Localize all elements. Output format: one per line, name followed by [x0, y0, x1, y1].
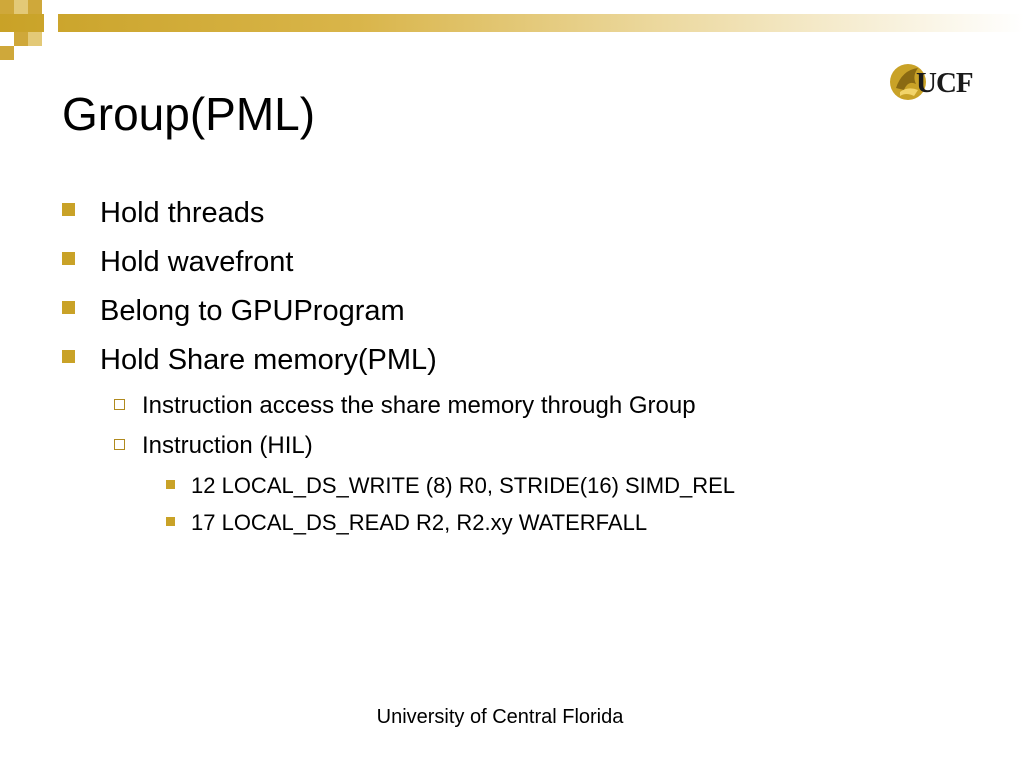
bullet-item — [62, 246, 293, 279]
square-bullet-icon — [62, 203, 75, 216]
bullet-text: Hold threads — [100, 197, 265, 229]
hollow-square-bullet-icon — [114, 439, 125, 450]
bullet-text: Belong to GPUProgram — [100, 295, 405, 327]
slide-title: Group(PML) — [62, 88, 316, 140]
square-bullet-icon — [62, 252, 75, 265]
sub-sub-bullet-text: 17 LOCAL_DS_READ R2, R2.xy WATERFALL — [191, 510, 648, 535]
bullet-text: Hold wavefront — [100, 246, 294, 278]
small-square-bullet-icon — [166, 517, 175, 526]
bullet-item — [62, 197, 264, 230]
sub-sub-bullet-item — [166, 473, 735, 499]
hollow-square-bullet-icon — [114, 399, 125, 410]
sub-sub-bullet-text: 12 LOCAL_DS_WRITE (8) R0, STRIDE(16) SIMD_REL — [191, 473, 736, 498]
sub-bullet-item — [114, 432, 313, 460]
bullet-text: Hold Share memory(PML) — [100, 344, 437, 376]
sub-bullet-item — [114, 392, 696, 420]
bullet-item — [62, 344, 437, 377]
bullet-item — [62, 295, 405, 328]
square-bullet-icon — [62, 350, 75, 363]
slide-footer: University of Central Florida — [376, 706, 624, 728]
small-square-bullet-icon — [166, 480, 175, 489]
logo-text: UCF — [916, 67, 973, 99]
sub-sub-bullet-item — [166, 510, 647, 536]
sub-bullet-text: Instruction (HIL) — [142, 432, 313, 459]
square-bullet-icon — [62, 301, 75, 314]
sub-bullet-text: Instruction access the share memory through Group — [142, 392, 696, 419]
